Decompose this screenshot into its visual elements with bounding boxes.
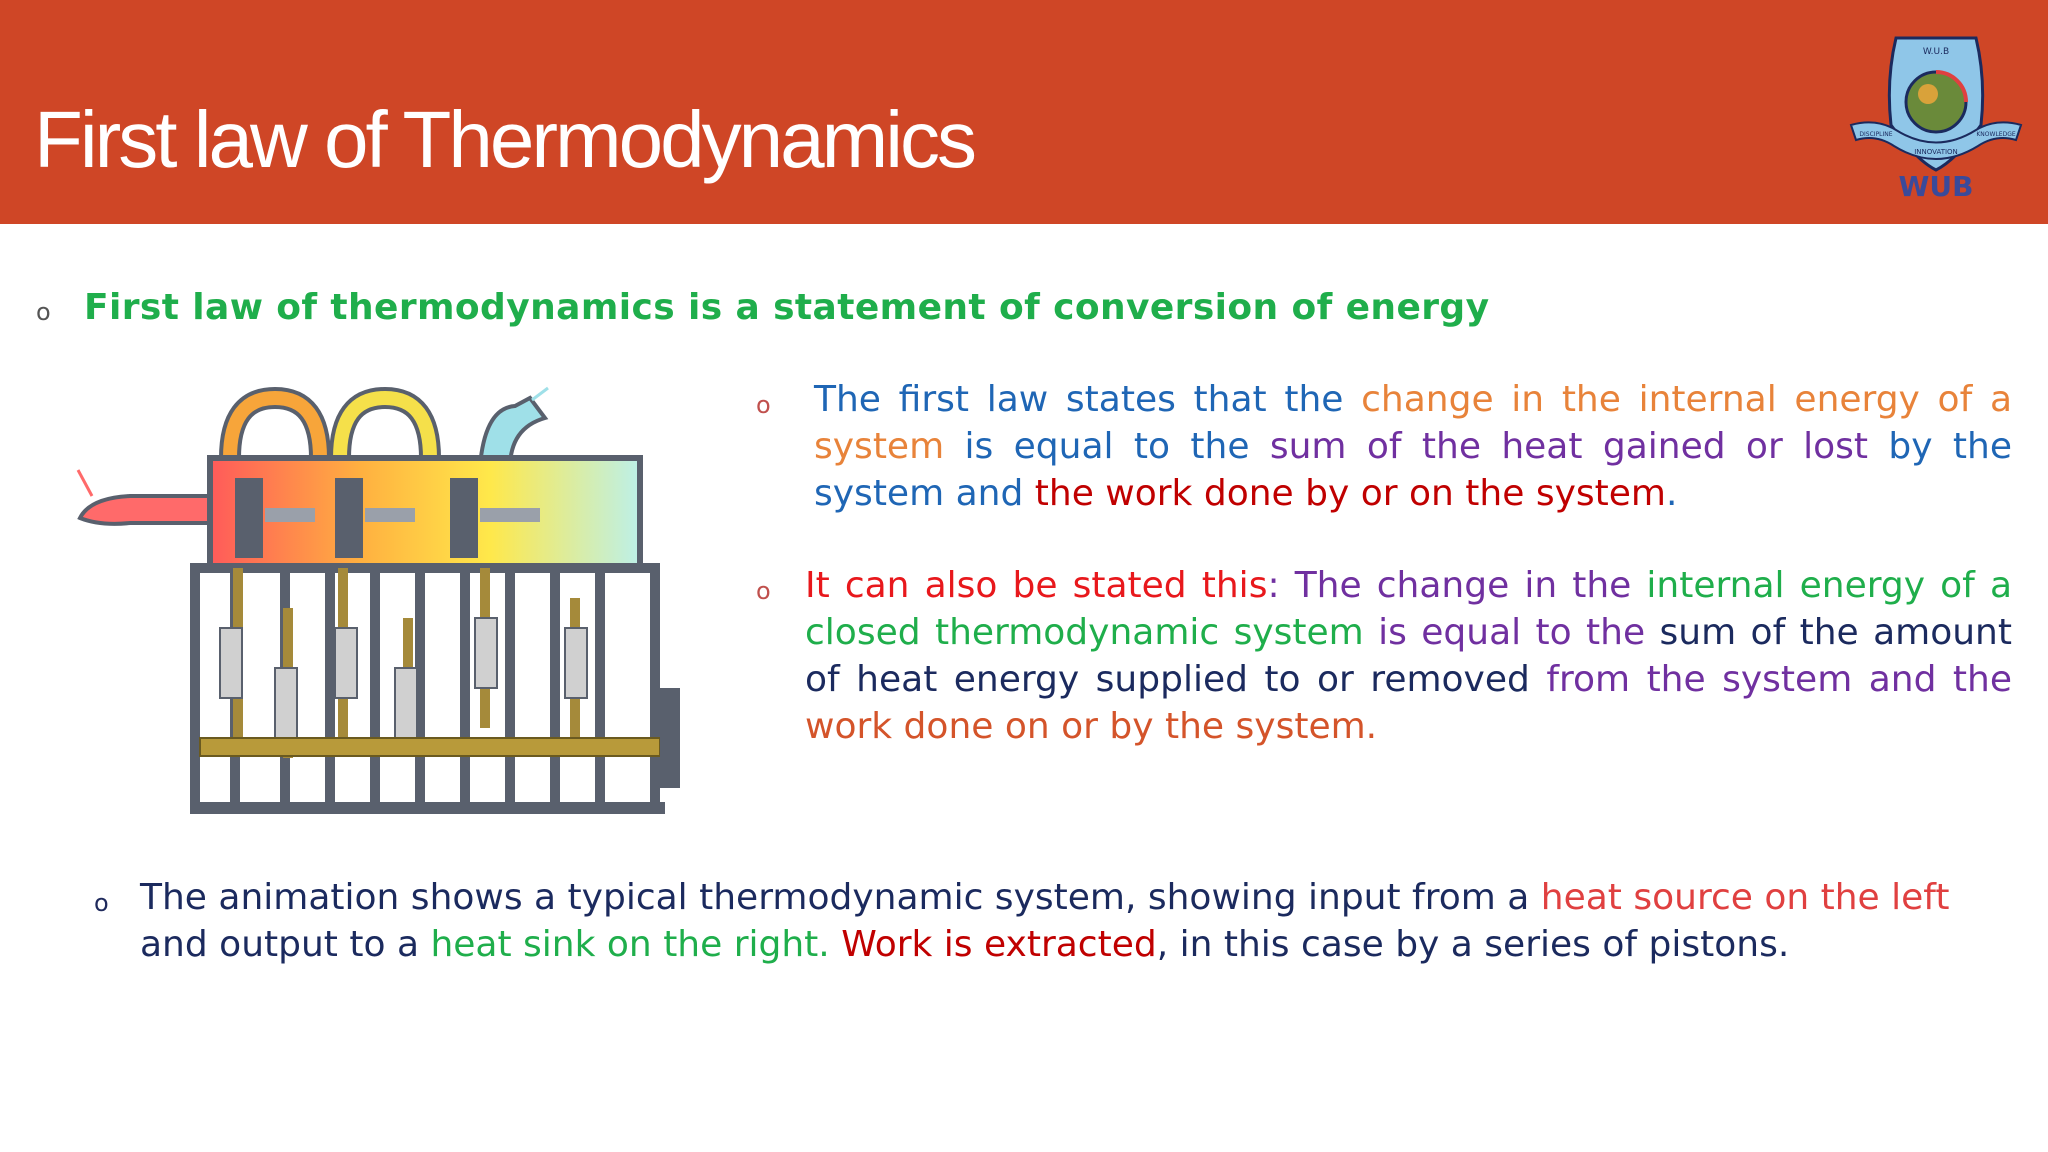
text-span: The first law states that the: [814, 379, 1362, 420]
text-span: , in this case by a series of pistons.: [1156, 924, 1790, 965]
text-span: Work is extracted: [841, 924, 1157, 965]
text-span: [830, 924, 841, 965]
text-span: from the system and the: [1546, 659, 2012, 700]
text-span: sum of the heat gained or lost: [1269, 426, 1869, 467]
text-span: The change in the: [1294, 565, 1647, 606]
bullet-marker: o: [756, 391, 771, 419]
inlet-pipe: [80, 496, 210, 524]
text-span: sum of the amount of heat energy supplied to or removed: [805, 612, 2012, 700]
logo-ribbon-word-2: INNOVATION: [1914, 148, 1958, 156]
university-logo: [1836, 30, 2036, 210]
exhaust-arrow-icon: [532, 388, 548, 400]
text-span: by the system and: [814, 426, 2012, 514]
flywheel: [660, 688, 680, 788]
animation-description: [140, 874, 1980, 968]
text-span: It can also be stated this: [805, 565, 1268, 606]
crankshaft: [200, 738, 660, 756]
bullet-marker: o: [756, 577, 771, 605]
piston-head-1: [235, 478, 263, 558]
bullet-marker: o: [36, 298, 51, 326]
alternate-statement: [805, 562, 2012, 750]
logo-ribbon-word-3: KNOWLEDGE: [1976, 131, 2016, 138]
bullet-heading: First law of thermodynamics is a statement of conversion of energy: [84, 287, 1490, 328]
text-span: the work done by or on the system: [1034, 473, 1666, 514]
text-span: internal energy of a closed thermodynamic system: [805, 565, 2013, 653]
text-span: work done on or by the system.: [805, 706, 1378, 747]
text-span: heat sink on the right.: [430, 924, 830, 965]
logo-top-text: W.U.B: [1922, 47, 1950, 57]
engine-illustration: [70, 378, 690, 828]
text-span: .: [1665, 473, 1678, 514]
logo-abbr: WUB: [1898, 170, 1974, 203]
text-span: and output to a: [140, 924, 431, 965]
piston-head-2: [335, 478, 363, 558]
text-span: The animation shows a typical thermodynamic system, showing input from a: [140, 877, 1541, 918]
piston-head-3: [450, 478, 478, 558]
slide-header: [0, 0, 2048, 224]
bullet-marker: o: [94, 889, 109, 917]
first-law-statement: [814, 376, 2012, 517]
text-span: is equal to the: [944, 426, 1270, 467]
slide-title: First law of Thermodynamics: [34, 95, 975, 184]
heat-arrow-icon: [78, 470, 92, 496]
text-span: heat source on the left: [1540, 877, 1950, 918]
text-span: is equal to the: [1363, 612, 1660, 653]
logo-ribbon-word-1: DISCIPLINE: [1859, 131, 1893, 138]
text-span: change in the internal energy of a system: [814, 379, 2013, 467]
text-span: :: [1267, 565, 1295, 606]
